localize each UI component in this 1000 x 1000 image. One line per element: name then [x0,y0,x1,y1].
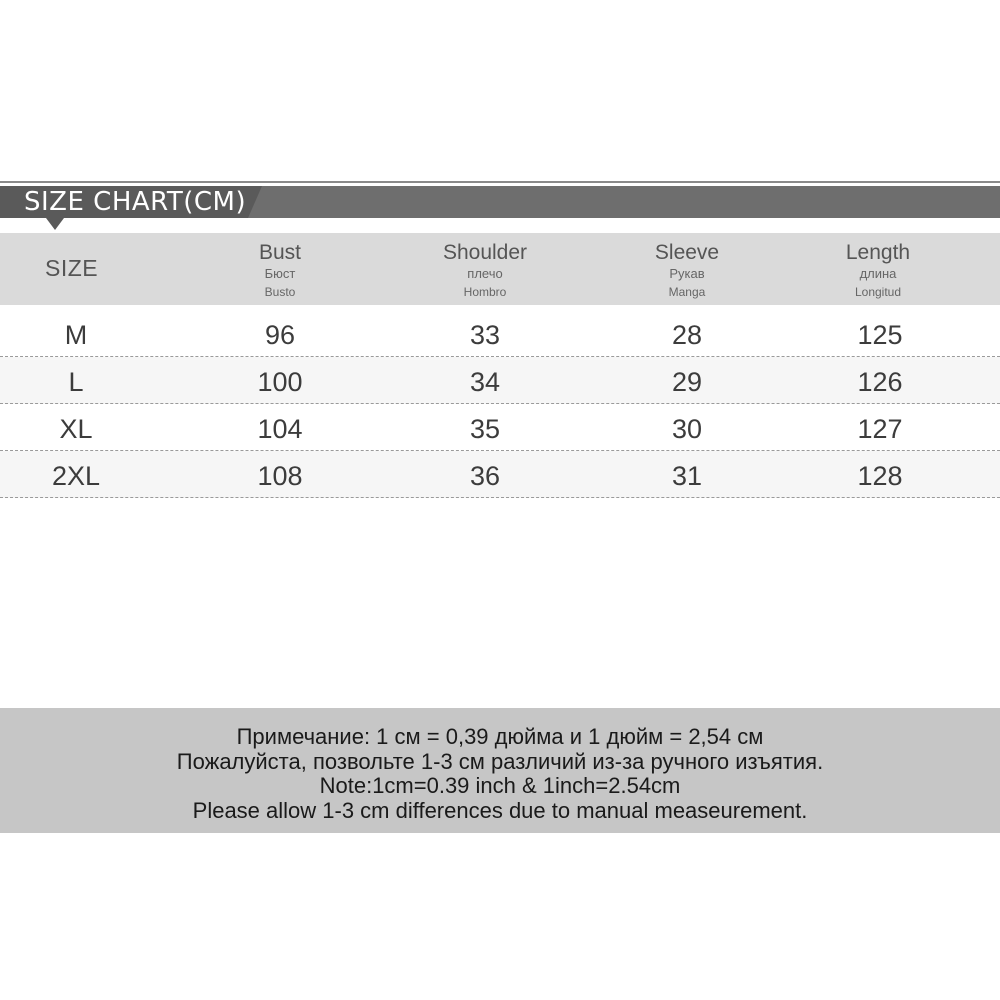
column-header-en: Shoulder [442,241,528,264]
bust-cell: 100 [257,367,303,397]
bust-cell: 108 [257,461,303,491]
table-header-row [0,233,1000,305]
column-header-ru: Рукав [669,266,705,281]
length-cell: 126 [857,367,903,397]
table-row [0,451,1000,498]
sleeve-cell: 28 [671,320,703,350]
note-line-en-2: Please allow 1-3 cm differences due to manual measeurement. [192,797,808,823]
shoulder-cell: 33 [469,320,501,350]
measurement-note [0,708,1000,833]
size-cell: 2XL [51,461,101,491]
length-cell: 128 [857,461,903,491]
table-row [0,357,1000,404]
column-header-es: Manga [668,285,706,299]
size-chart-title: SIZE CHART(CM) [24,187,247,217]
note-line-ru-2: Пожалуйста, позвольте 1-3 см различий из-за ручного изъятия. [176,748,824,774]
column-header-en: Sleeve [654,241,720,264]
table-row [0,310,1000,357]
column-header-ru: плечо [467,266,503,281]
size-cell: XL [59,414,93,444]
shoulder-cell: 34 [469,367,501,397]
column-header-es: Longitud [854,285,902,299]
column-header-ru: Бюст [264,266,296,281]
bust-cell: 104 [257,414,303,444]
column-header-length [846,233,910,305]
top-divider [0,181,1000,183]
sleeve-cell: 29 [671,367,703,397]
column-header-es: Busto [264,285,296,299]
column-header-sleeve [655,233,719,305]
length-cell: 125 [857,320,903,350]
size-cell: M [64,320,88,350]
column-header-en: Length [845,241,911,264]
size-cell: L [68,367,84,397]
note-line-en-1: Note:1cm=0.39 inch & 1inch=2.54cm [319,773,681,798]
note-line-ru-1: Примечание: 1 см = 0,39 дюйма и 1 дюйм = 2,54 см [236,724,764,749]
bust-cell: 96 [264,320,296,350]
shoulder-cell: 35 [469,414,501,444]
column-header-es: Hombro [463,285,507,299]
column-header-ru: длина [859,266,897,281]
sleeve-cell: 30 [671,414,703,444]
title-pointer-icon [46,218,64,230]
column-header-shoulder [443,233,527,305]
column-header-en: Bust [258,241,302,264]
column-header-size: SIZE [45,255,99,281]
shoulder-cell: 36 [469,461,501,491]
table-row [0,404,1000,451]
length-cell: 127 [857,414,903,444]
column-header-bust [259,233,301,305]
sleeve-cell: 31 [671,461,703,491]
